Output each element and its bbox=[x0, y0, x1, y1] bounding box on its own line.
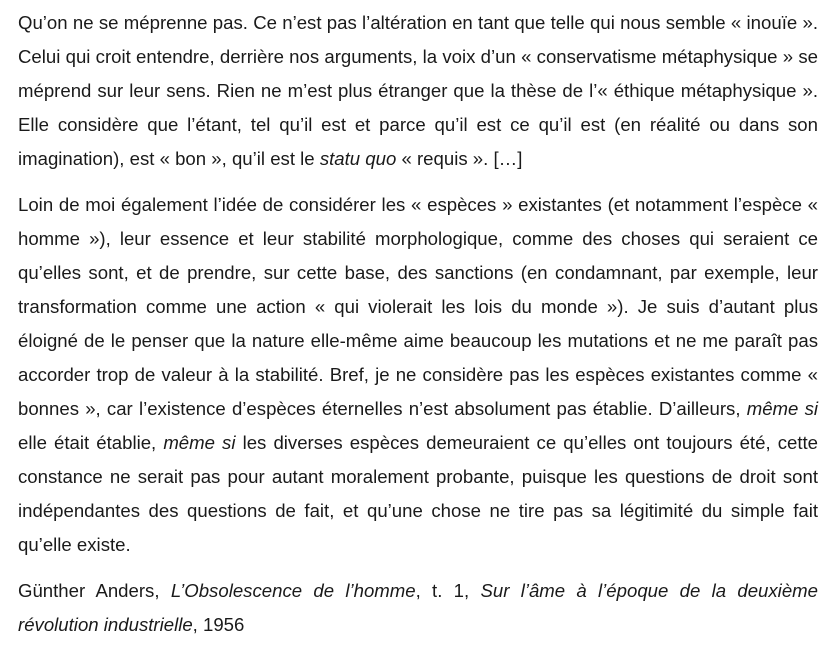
paragraph-2-italic-meme-si-1: même si bbox=[746, 398, 818, 419]
paragraph-2-text-c: les diverses espèces demeuraient ce qu’elles ont toujours été, cette constance ne serait pas pour autant moralement probante, puisque les questions de droit sont indépendantes des questions de fait, et qu’une chose ne tire pas sa légitimité du simple fait qu’elle existe. bbox=[18, 432, 819, 555]
paragraph-1-text-b: « requis ». […] bbox=[396, 148, 523, 169]
paragraph-1-italic-statu-quo: statu quo bbox=[319, 148, 397, 169]
paragraph-2-italic-meme-si-2: même si bbox=[163, 432, 236, 453]
citation-author: Günther Anders, bbox=[18, 580, 171, 601]
paragraph-2 bbox=[18, 188, 818, 562]
paragraph-1 bbox=[18, 6, 818, 176]
citation-year: , 1956 bbox=[192, 614, 245, 635]
citation-volume: , t. 1, bbox=[415, 580, 481, 601]
paragraph-2-text-a: Loin de moi également l’idée de considérer les « espèces » existantes (et notamment l’espèce « homme »), leur essence et leur stabilité morphologique, comme des choses qui seraient ce qu’elles sont, et de prendre, sur cette base, des sanctions (en condamnant, par exemple, leur transformation comme une action « qui violerait les lois du monde »). Je suis d’autant plus éloigné de le penser que la nature elle-même aime beaucoup les mutations et ne me paraît pas accorder trop de valeur à la stabilité. Bref, je ne considère pas les espèces existantes comme « bonnes », car l’existence d’espèces éternelles n’est absolument pas établie. D’ailleurs, bbox=[18, 194, 818, 419]
paragraph-2-text-b: elle était établie, bbox=[18, 432, 164, 453]
paragraph-1-text-a: Qu’on ne se méprenne pas. Ce n’est pas l’altération en tant que telle qui nous semble « inouïe ». Celui qui croit entendre, derrière nos arguments, la voix d’un « conservatisme métaphysique » se méprend sur leur sens. Rien ne m’est plus étranger que la thèse de l’« éthique métaphysique ». Elle considère que l’étant, tel qu’il est et parce qu’il est ce qu’il est (en réalité ou dans son imagination), est « bon », qu’il est le bbox=[18, 12, 818, 169]
citation bbox=[18, 574, 818, 642]
citation-subtitle: Sur l’âme à l’époque de la deuxième révolution industrielle bbox=[18, 580, 818, 635]
citation-book-title: L’Obsolescence de l’homme bbox=[170, 580, 416, 601]
